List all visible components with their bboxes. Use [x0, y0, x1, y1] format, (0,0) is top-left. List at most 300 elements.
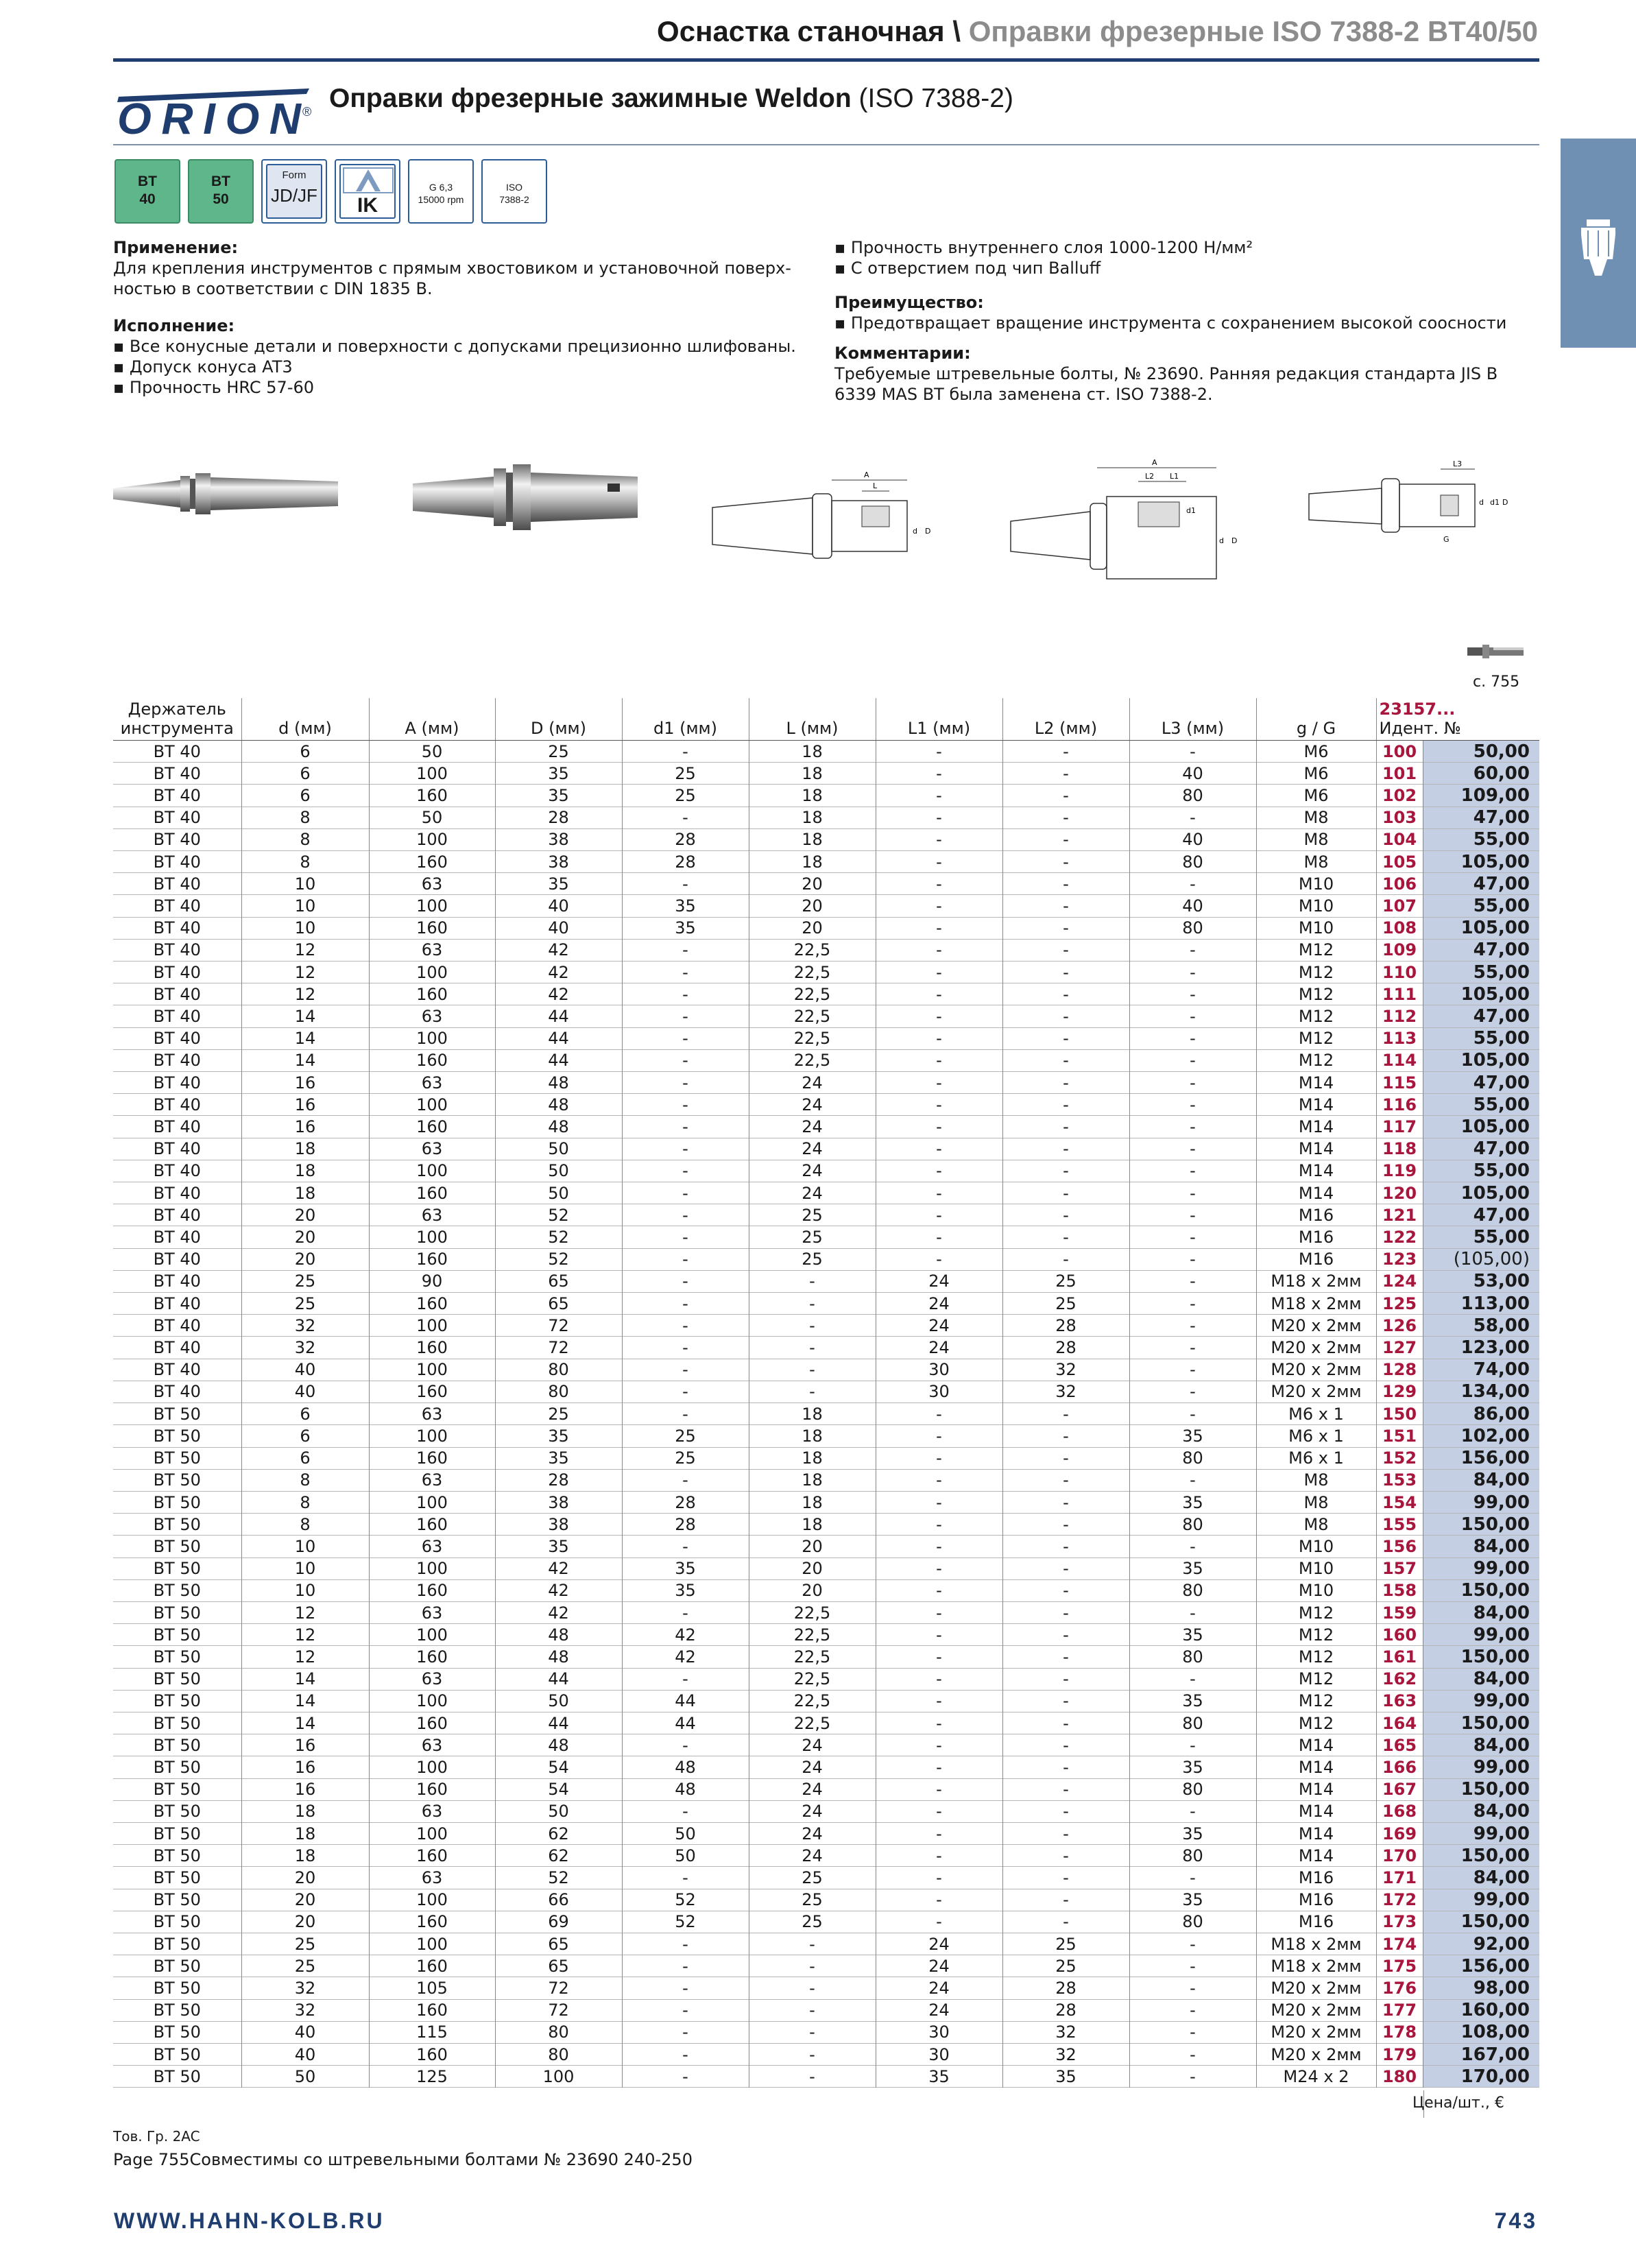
cell-dd: 65 [495, 1293, 622, 1315]
table-row[interactable] [113, 983, 1539, 1005]
application-block [113, 237, 833, 398]
cell-l1: - [876, 1182, 1002, 1204]
cell-price: 55,00 [1423, 895, 1539, 917]
table-row[interactable] [113, 1822, 1539, 1844]
table-row[interactable] [113, 1557, 1539, 1579]
cell-l1: 30 [876, 2043, 1002, 2065]
cell-l: 18 [749, 807, 876, 828]
cell-l1: - [876, 1049, 1002, 1071]
cell-d1: - [622, 983, 749, 1005]
cell-d1: - [622, 1403, 749, 1425]
cell-l3: - [1129, 1027, 1256, 1049]
cell-price: 60,00 [1423, 763, 1539, 785]
cell-l2: 28 [1002, 1977, 1129, 1999]
badge-balance-line2: 15000 rpm [418, 194, 464, 205]
cell-holder: BT 50 [153, 1780, 201, 1800]
table-row[interactable] [113, 1116, 1539, 1138]
cell-l3: 80 [1129, 1911, 1256, 1933]
cell-l2: - [1002, 1226, 1129, 1248]
table-row[interactable] [113, 1381, 1539, 1402]
table-row[interactable] [113, 939, 1539, 961]
cell-holder: BT 40 [153, 1161, 201, 1181]
cell-a: 160 [369, 1293, 495, 1315]
cell-d1: 35 [622, 917, 749, 939]
table-row[interactable] [113, 1778, 1539, 1800]
cell-holder: BT 40 [153, 1293, 201, 1313]
cell-l3: 35 [1129, 1822, 1256, 1844]
cell-l3: - [1129, 1072, 1256, 1094]
price-note: Цена/шт., € [1412, 2094, 1504, 2112]
cell-l2: - [1002, 1094, 1129, 1116]
cell-l2: - [1002, 1734, 1129, 1756]
cell-l: 18 [749, 1425, 876, 1447]
cell-l: 20 [749, 1536, 876, 1557]
cell-thread: M12 [1256, 1027, 1376, 1049]
cell-dd: 52 [495, 1867, 622, 1889]
cell-l1: - [876, 895, 1002, 917]
cell-l3: - [1129, 1999, 1256, 2021]
cell-l1: 24 [876, 1977, 1002, 1999]
cell-article-id: 109 [1376, 939, 1423, 961]
design-heading: Исполнение: [113, 316, 235, 335]
cell-dd: 48 [495, 1624, 622, 1646]
cell-a: 100 [369, 828, 495, 850]
cell-l3: 35 [1129, 1889, 1256, 1911]
cell-d: 12 [241, 1601, 369, 1623]
cell-thread: M8 [1256, 851, 1376, 873]
cell-d: 20 [241, 1204, 369, 1226]
cell-d1: - [622, 1601, 749, 1623]
cell-a: 63 [369, 1138, 495, 1160]
cell-a: 63 [369, 1403, 495, 1425]
cell-thread: M20 x 2мм [1256, 1977, 1376, 1999]
table-row[interactable] [113, 763, 1539, 785]
cell-l: - [749, 1977, 876, 1999]
cell-l1: 24 [876, 1315, 1002, 1337]
cell-price: 156,00 [1423, 1955, 1539, 1977]
cell-d: 12 [241, 939, 369, 961]
badge-bt40-line2: 40 [139, 191, 156, 207]
cell-price: 86,00 [1423, 1403, 1539, 1425]
table-row[interactable] [113, 895, 1539, 917]
cell-a: 160 [369, 1381, 495, 1402]
table-row[interactable] [113, 741, 1539, 763]
cell-price: 99,00 [1423, 1822, 1539, 1844]
cell-d: 6 [241, 785, 369, 807]
cell-article-id: 117 [1376, 1116, 1423, 1138]
cell-d: 16 [241, 1734, 369, 1756]
table-row[interactable] [113, 1072, 1539, 1094]
cell-l2: - [1002, 895, 1129, 917]
cell-l2: - [1002, 1800, 1129, 1822]
cell-l1: - [876, 1557, 1002, 1579]
cell-article-id: 126 [1376, 1315, 1423, 1337]
col-article [1376, 698, 1539, 741]
cell-l3: - [1129, 873, 1256, 895]
cell-thread: M12 [1256, 1690, 1376, 1712]
cell-a: 100 [369, 1491, 495, 1513]
table-row[interactable] [113, 1293, 1539, 1315]
category-side-tab[interactable] [1561, 139, 1636, 348]
table-row[interactable] [113, 785, 1539, 807]
table-row[interactable] [113, 1337, 1539, 1359]
cell-d: 18 [241, 1800, 369, 1822]
table-row[interactable] [113, 1800, 1539, 1822]
cell-d1: 52 [622, 1889, 749, 1911]
cell-l3: - [1129, 1293, 1256, 1315]
cell-l2: - [1002, 1536, 1129, 1557]
cell-d: 8 [241, 1469, 369, 1491]
cell-l1: - [876, 1822, 1002, 1844]
property-item: ▪ С отверстием под чип Balluff [834, 259, 1101, 278]
badge-form-line2: JD/JF [271, 185, 317, 206]
cell-l: 22,5 [749, 1027, 876, 1049]
cell-article-id: 119 [1376, 1160, 1423, 1182]
cell-holder: BT 50 [153, 2066, 201, 2086]
cell-l: 24 [749, 1800, 876, 1822]
cell-l1: - [876, 1116, 1002, 1138]
cell-l: - [749, 2043, 876, 2065]
cell-d1: - [622, 1270, 749, 1292]
table-row[interactable] [113, 1425, 1539, 1447]
table-row[interactable] [113, 1226, 1539, 1248]
see-page-link[interactable]: с. 755 [1473, 673, 1520, 691]
cell-l1: - [876, 1469, 1002, 1491]
table-row[interactable] [113, 1270, 1539, 1292]
cell-price: 55,00 [1423, 1160, 1539, 1182]
cell-d: 12 [241, 1624, 369, 1646]
cell-d1: 35 [622, 895, 749, 917]
badge-balance-line1: G 6,3 [429, 182, 453, 193]
cell-l2: - [1002, 1514, 1129, 1536]
cell-d1: - [622, 1933, 749, 1955]
cell-l: 20 [749, 917, 876, 939]
dim-label: L2 [1145, 472, 1155, 481]
cell-l1: - [876, 1248, 1002, 1270]
cell-l2: - [1002, 1579, 1129, 1601]
cell-article-id: 153 [1376, 1469, 1423, 1491]
cell-a: 63 [369, 1734, 495, 1756]
cell-d1: - [622, 1999, 749, 2021]
cell-l2: - [1002, 763, 1129, 785]
table-row[interactable] [113, 828, 1539, 850]
cell-dd: 50 [495, 1138, 622, 1160]
cell-a: 63 [369, 1005, 495, 1027]
table-row[interactable] [113, 1999, 1539, 2021]
table-row[interactable] [113, 1536, 1539, 1557]
cell-price: 99,00 [1423, 1756, 1539, 1778]
site-link[interactable]: WWW.HAHN-KOLB.RU [114, 2208, 385, 2233]
cell-price: 55,00 [1423, 1094, 1539, 1116]
col-d1: d1 (мм) [622, 698, 749, 741]
table-row[interactable] [113, 807, 1539, 828]
cell-d1: - [622, 2043, 749, 2065]
cell-price: 47,00 [1423, 1005, 1539, 1027]
cell-l1: - [876, 1138, 1002, 1160]
cell-l3: - [1129, 1867, 1256, 1889]
cell-dd: 66 [495, 1889, 622, 1911]
cell-d1: 42 [622, 1624, 749, 1646]
cell-holder: BT 50 [153, 1426, 201, 1446]
cell-l2: - [1002, 785, 1129, 807]
cell-l1: - [876, 1889, 1002, 1911]
cell-price: 92,00 [1423, 1933, 1539, 1955]
cell-article-id: 172 [1376, 1889, 1423, 1911]
table-row[interactable] [113, 2066, 1539, 2088]
cell-dd: 54 [495, 1756, 622, 1778]
cell-price: 156,00 [1423, 1447, 1539, 1469]
table-row[interactable] [113, 1049, 1539, 1071]
cell-d1: - [622, 1293, 749, 1315]
cell-price: 55,00 [1423, 828, 1539, 850]
cell-dd: 28 [495, 807, 622, 828]
cell-d: 8 [241, 828, 369, 850]
cell-l2: - [1002, 1867, 1129, 1889]
cell-thread: M6 x 1 [1256, 1425, 1376, 1447]
cell-l2: - [1002, 1072, 1129, 1094]
cell-a: 63 [369, 1072, 495, 1094]
table-row[interactable] [113, 1403, 1539, 1425]
cell-l2: - [1002, 1116, 1129, 1138]
cell-d: 20 [241, 1226, 369, 1248]
cell-dd: 52 [495, 1204, 622, 1226]
table-row[interactable] [113, 1579, 1539, 1601]
cell-price: 47,00 [1423, 1204, 1539, 1226]
cell-l: - [749, 1315, 876, 1337]
cell-l2: - [1002, 1248, 1129, 1270]
cell-l: - [749, 1337, 876, 1359]
table-row[interactable] [113, 1690, 1539, 1712]
cell-l2: 25 [1002, 1933, 1129, 1955]
table-row[interactable] [113, 1094, 1539, 1116]
cell-thread: M16 [1256, 1889, 1376, 1911]
table-row[interactable] [113, 2021, 1539, 2043]
cell-price: (105,00) [1423, 1248, 1539, 1270]
cell-holder: BT 40 [153, 1272, 201, 1291]
cell-l3: 35 [1129, 1690, 1256, 1712]
cell-holder: BT 40 [153, 940, 201, 960]
cell-thread: M14 [1256, 1072, 1376, 1094]
table-row[interactable] [113, 873, 1539, 895]
cell-dd: 44 [495, 1712, 622, 1734]
cell-l1: - [876, 1668, 1002, 1690]
table-row[interactable] [113, 1005, 1539, 1027]
cell-l2: 32 [1002, 2043, 1129, 2065]
cell-a: 100 [369, 763, 495, 785]
cell-thread: M20 x 2мм [1256, 1337, 1376, 1359]
cell-l: 20 [749, 1557, 876, 1579]
cell-l1: - [876, 1800, 1002, 1822]
cell-article-id: 116 [1376, 1094, 1423, 1116]
cell-d: 40 [241, 2021, 369, 2043]
cell-a: 100 [369, 1889, 495, 1911]
table-row[interactable] [113, 1469, 1539, 1491]
cell-thread: M14 [1256, 1138, 1376, 1160]
table-row[interactable] [113, 1867, 1539, 1889]
cell-dd: 42 [495, 1601, 622, 1623]
cell-d1: - [622, 1668, 749, 1690]
cell-thread: M24 x 2 [1256, 2066, 1376, 2088]
cell-l2: - [1002, 828, 1129, 850]
table-row[interactable] [113, 1315, 1539, 1337]
cell-article-id: 151 [1376, 1425, 1423, 1447]
table-row[interactable] [113, 1601, 1539, 1623]
cell-l2: - [1002, 1182, 1129, 1204]
cell-thread: M10 [1256, 1536, 1376, 1557]
cell-price: 113,00 [1423, 1293, 1539, 1315]
cell-dd: 28 [495, 1469, 622, 1491]
product-photo-wide [411, 449, 645, 545]
cell-a: 160 [369, 1337, 495, 1359]
cell-article-id: 155 [1376, 1514, 1423, 1536]
cell-l: 22,5 [749, 983, 876, 1005]
cell-l1: - [876, 1425, 1002, 1447]
cell-d1: 48 [622, 1756, 749, 1778]
cell-holder: BT 50 [153, 2044, 201, 2064]
cell-thread: M16 [1256, 1226, 1376, 1248]
cell-dd: 48 [495, 1094, 622, 1116]
title-rule [113, 144, 1539, 145]
cell-article-id: 113 [1376, 1027, 1423, 1049]
cell-price: 99,00 [1423, 1624, 1539, 1646]
table-row[interactable] [113, 1624, 1539, 1646]
cell-holder: BT 50 [153, 1647, 201, 1667]
cell-d: 40 [241, 1359, 369, 1381]
cell-a: 160 [369, 1911, 495, 1933]
coolant-icon [341, 165, 396, 195]
cell-d: 14 [241, 1005, 369, 1027]
table-row[interactable] [113, 1138, 1539, 1160]
cell-price: 99,00 [1423, 1889, 1539, 1911]
cell-dd: 35 [495, 1425, 622, 1447]
cell-a: 100 [369, 1425, 495, 1447]
cell-article-id: 129 [1376, 1381, 1423, 1402]
cell-article-id: 105 [1376, 851, 1423, 873]
cell-holder: BT 40 [153, 1360, 201, 1380]
cell-dd: 25 [495, 741, 622, 763]
dim-label: D [1231, 536, 1238, 545]
cell-thread: M14 [1256, 1734, 1376, 1756]
cell-holder: BT 40 [153, 984, 201, 1004]
cell-article-id: 128 [1376, 1359, 1423, 1381]
cell-price: 105,00 [1423, 1116, 1539, 1138]
table-row[interactable] [113, 1027, 1539, 1049]
cell-l3: - [1129, 1601, 1256, 1623]
table-row[interactable] [113, 1668, 1539, 1690]
cell-article-id: 165 [1376, 1734, 1423, 1756]
cell-l2: - [1002, 1601, 1129, 1623]
cell-article-id: 171 [1376, 1867, 1423, 1889]
table-row[interactable] [113, 1160, 1539, 1182]
cell-holder: BT 40 [153, 1205, 201, 1225]
table-row[interactable] [113, 1248, 1539, 1270]
cell-price: 99,00 [1423, 1690, 1539, 1712]
table-row[interactable] [113, 1182, 1539, 1204]
cell-price: 47,00 [1423, 1072, 1539, 1094]
cell-a: 100 [369, 1094, 495, 1116]
cell-d1: - [622, 1027, 749, 1049]
cell-l2: - [1002, 1624, 1129, 1646]
table-row[interactable] [113, 1491, 1539, 1513]
cell-l3: 35 [1129, 1557, 1256, 1579]
col-d: d (мм) [241, 698, 369, 741]
table-row[interactable] [113, 962, 1539, 983]
table-row[interactable] [113, 1889, 1539, 1911]
table-row[interactable] [113, 1845, 1539, 1867]
cell-d1: - [622, 1072, 749, 1094]
cell-a: 63 [369, 1536, 495, 1557]
cell-l1: - [876, 1536, 1002, 1557]
table-row[interactable] [113, 851, 1539, 873]
table-row[interactable] [113, 1646, 1539, 1668]
cell-price: 105,00 [1423, 851, 1539, 873]
cell-price: 84,00 [1423, 1536, 1539, 1557]
col-l2: L2 (мм) [1002, 698, 1129, 741]
cell-thread: M12 [1256, 1668, 1376, 1690]
table-row[interactable] [113, 1933, 1539, 1955]
table-row[interactable] [113, 1977, 1539, 1999]
cell-d: 10 [241, 917, 369, 939]
pull-stud-icon[interactable] [1465, 639, 1533, 664]
badge-bt40-line1: BT [138, 174, 157, 189]
comment-text-1: Требуемые штревельные болты, № 23690. Ранняя редакция стандарта JIS B [834, 364, 1498, 383]
cell-a: 115 [369, 2021, 495, 2043]
property-item: ▪ Прочность внутреннего слоя 1000-1200 Н/мм² [834, 238, 1253, 257]
cell-thread: M10 [1256, 1557, 1376, 1579]
table-row[interactable] [113, 1514, 1539, 1536]
cell-d1: 28 [622, 828, 749, 850]
table-row[interactable] [113, 1204, 1539, 1226]
cell-article-id: 124 [1376, 1270, 1423, 1292]
cell-l3: - [1129, 1204, 1256, 1226]
table-row[interactable] [113, 1734, 1539, 1756]
table-row[interactable] [113, 1712, 1539, 1734]
table-row[interactable] [113, 917, 1539, 939]
cell-l: 18 [749, 1514, 876, 1536]
table-row[interactable] [113, 2043, 1539, 2065]
cell-l1: - [876, 828, 1002, 850]
cell-thread: M6 x 1 [1256, 1403, 1376, 1425]
table-row[interactable] [113, 1756, 1539, 1778]
cell-l2: - [1002, 983, 1129, 1005]
table-row[interactable] [113, 1911, 1539, 1933]
cell-price: 102,00 [1423, 1425, 1539, 1447]
cell-d: 10 [241, 1536, 369, 1557]
cell-dd: 50 [495, 1160, 622, 1182]
cell-article-id: 160 [1376, 1624, 1423, 1646]
cell-d1: - [622, 1204, 749, 1226]
cell-l: - [749, 1933, 876, 1955]
cell-thread: M14 [1256, 1845, 1376, 1867]
cell-d1: 35 [622, 1579, 749, 1601]
cell-price: 84,00 [1423, 1867, 1539, 1889]
table-row[interactable] [113, 1447, 1539, 1469]
cell-l1: - [876, 1579, 1002, 1601]
cell-d1: 25 [622, 1447, 749, 1469]
table-row[interactable] [113, 1359, 1539, 1381]
cell-thread: M16 [1256, 1911, 1376, 1933]
cell-article-id: 169 [1376, 1822, 1423, 1844]
cell-l3: 35 [1129, 1624, 1256, 1646]
table-row[interactable] [113, 1955, 1539, 1977]
cell-price: 150,00 [1423, 1646, 1539, 1668]
cell-thread: M6 [1256, 785, 1376, 807]
cell-l2: 35 [1002, 2066, 1129, 2088]
cell-l: 22,5 [749, 1668, 876, 1690]
cell-article-id: 123 [1376, 1248, 1423, 1270]
cell-l2: - [1002, 1027, 1129, 1049]
cell-d: 25 [241, 1293, 369, 1315]
